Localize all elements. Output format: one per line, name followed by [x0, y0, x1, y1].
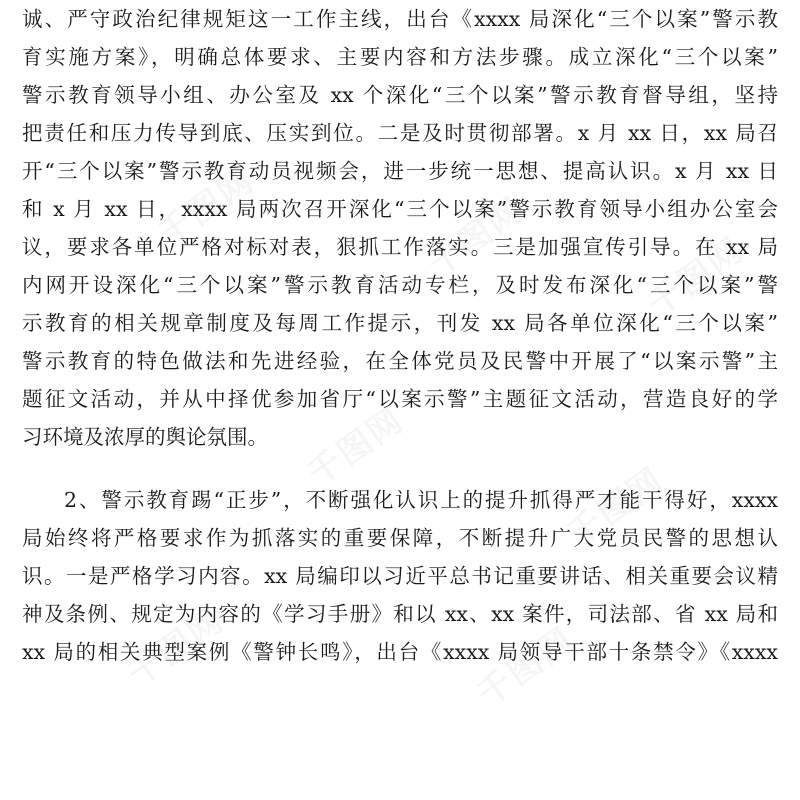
text-line: 把责任和压力传导到底、压实到位。二是及时贯彻部署。x 月 xx 日，xx 局召 [22, 121, 778, 145]
watermark-logo: 千图网 [150, 160, 262, 255]
watermark-logo: 千图网 [560, 460, 672, 555]
text-line: 和 x 月 xx 日，xxxx 局两次召开深化“三个以案”警示教育领导小组办公室会 [22, 197, 778, 221]
text-line: 诚、严守政治纪律规矩这一工作主线，出台《xxxx 局深化“三个以案”警示教 [22, 7, 778, 31]
text-line: 内网开设深化“三个以案”警示教育活动专栏，及时发布深化“三个以案”警 [22, 273, 778, 297]
text-line: 2、警示教育踢“正步”，不断强化认识上的提升抓得严才能干得好，xxxx [64, 488, 778, 512]
text-line: 题征文活动，并从中择优参加省厅“以案示警”主题征文活动，营造良好的学 [22, 387, 778, 411]
text-line: xx 局的相关典型案例《警钟长鸣》，出台《xxxx 局领导干部十条禁令》《xxxx [22, 640, 778, 664]
text-line: 警示教育领导小组、办公室及 xx 个深化“三个以案”警示教育督导组，坚持 [22, 83, 778, 107]
text-line: 开“三个以案”警示教育动员视频会，进一步统一思想、提高认识。x 月 xx 日 [22, 159, 778, 183]
watermark-logo: 千图网 [300, 400, 412, 495]
text-line: 育实施方案》，明确总体要求、主要内容和方法步骤。成立深化“三个以案” [22, 45, 778, 69]
text-line: 识。一是严格学习内容。xx 局编印以习近平总书记重要讲话、相关重要会议精 [22, 564, 778, 588]
text-line: 警示教育的特色做法和先进经验，在全体党员及民警中开展了“以案示警”主 [22, 349, 778, 373]
text-line: 示教育的相关规章制度及每周工作提示，刊发 xx 局各单位深化“三个以案” [22, 311, 778, 335]
text-line: 习环境及浓厚的舆论氛围。 [22, 425, 268, 449]
text-line: 议，要求各单位严格对标对表，狠抓工作落实。三是加强宣传引导。在 xx 局 [22, 235, 778, 259]
watermark-logo: 千图网 [120, 600, 232, 695]
text-line: 局始终将严格要求作为抓落实的重要保障，不断提升广大党员民警的思想认 [22, 526, 778, 550]
text-line: 神及条例、规定为内容的《学习手册》和以 xx、xx 案件，司法部、省 xx 局和 [22, 602, 778, 626]
watermark-logo: 千图网 [470, 620, 582, 715]
watermark-logo: 千图网 [640, 230, 752, 325]
watermark-logo: 千图网 [420, 190, 532, 285]
